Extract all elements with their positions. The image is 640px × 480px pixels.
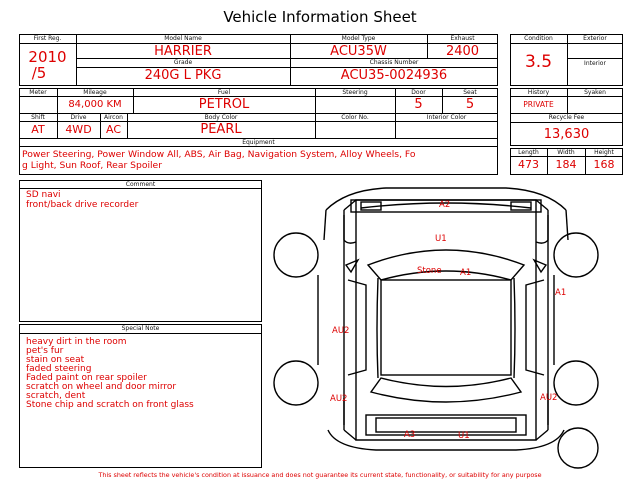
history-value: PRIVATE: [523, 100, 554, 109]
shift-value: AT: [31, 123, 45, 136]
equipment-label: Equipment: [242, 139, 275, 146]
height-value: 168: [593, 158, 615, 171]
meter-label: Meter: [29, 89, 47, 96]
comment-line: SD navi: [26, 190, 61, 200]
special-note-line: faded steering: [26, 364, 92, 374]
recycle-fee-value: 13,630: [543, 127, 590, 142]
model-type: ACU35W: [330, 44, 387, 59]
equipment-line-1: Power Steering, Power Window All, ABS, Air Bag, Navigation System, Alloy Wheels, Fo: [22, 149, 416, 160]
mark-au2-left-mid: AU2: [332, 326, 350, 336]
mark-stone: Stone: [417, 266, 442, 276]
exhaust-label: Exhaust: [450, 35, 475, 42]
seat-label: Seat: [463, 89, 477, 96]
syaken-label: Syaken: [584, 89, 606, 96]
grade-value: 240G L PKG: [144, 68, 222, 83]
mileage-label: Mileage: [83, 89, 107, 96]
model-name: HARRIER: [154, 44, 212, 59]
mark-a3-bottom: A3: [404, 430, 416, 440]
color-no-label: Color No.: [341, 114, 369, 121]
condition-label: Condition: [524, 35, 553, 42]
fuel-value: PETROL: [198, 97, 250, 112]
door-label: Door: [411, 89, 426, 96]
length-value: 473: [518, 158, 539, 171]
car-damage-diagram: [266, 180, 626, 470]
mark-u1-bottom: U1: [458, 431, 470, 441]
seat-value: 5: [465, 97, 475, 112]
mark-a1-right: A1: [555, 288, 567, 298]
special-note-line: scratch, dent: [26, 391, 86, 401]
width-value: 184: [555, 158, 577, 171]
shift-label: Shift: [31, 114, 45, 121]
special-note-label: Special Note: [121, 325, 160, 332]
fuel-label: Fuel: [217, 89, 231, 96]
equipment-line-2: g Light, Sun Roof, Rear Spoiler: [22, 160, 162, 171]
first-reg-label: First Reg.: [33, 35, 62, 42]
length-label: Length: [518, 149, 539, 156]
aircon-value: AC: [105, 123, 121, 136]
footer-disclaimer: This sheet reflects the vehicle's condition at issuance and does not guarantee its current state, functionality, or suitability for any purpose: [98, 471, 542, 479]
model-name-label: Model Name: [164, 35, 202, 42]
special-note-line: scratch on wheel and door mirror: [26, 382, 177, 392]
width-label: Width: [557, 149, 575, 156]
mark-a1-center: A1: [460, 268, 472, 278]
interior-label: Interior: [584, 60, 606, 67]
mark-u1-top: U1: [435, 234, 447, 244]
exhaust-value: 2400: [445, 44, 480, 59]
recycle-fee-label: Recycle Fee: [548, 114, 585, 121]
history-label: History: [527, 89, 550, 96]
mileage-value: 84,000 KM: [68, 99, 122, 110]
special-note-line: Stone chip and scratch on front glass: [26, 400, 194, 410]
exterior-label: Exterior: [583, 35, 607, 42]
interior-color-label: Interior Color: [426, 114, 467, 121]
chassis-number: ACU35-0024936: [340, 68, 448, 83]
first-reg-month: /5: [31, 64, 47, 82]
comment-label: Comment: [125, 181, 156, 188]
model-type-label: Model Type: [341, 35, 376, 42]
page-title: Vehicle Information Sheet: [223, 8, 417, 26]
body-color-label: Body Color: [204, 114, 238, 121]
comment-line: front/back drive recorder: [26, 200, 139, 210]
height-label: Height: [594, 149, 614, 156]
mark-a2-top: A2: [439, 200, 451, 210]
body-color-value: PEARL: [200, 122, 242, 137]
grade-label: Grade: [173, 59, 193, 66]
door-value: 5: [414, 97, 423, 112]
first-reg-year: 2010: [28, 48, 67, 66]
special-note-line: stain on seat: [26, 355, 85, 365]
mark-au2-right-low: AU2: [540, 393, 558, 403]
special-note-line: pet's fur: [26, 346, 64, 356]
aircon-label: Aircon: [104, 114, 123, 121]
drive-label: Drive: [70, 114, 87, 121]
condition-score: 3.5: [524, 52, 553, 72]
chassis-label: Chassis Number: [369, 59, 419, 66]
steering-label: Steering: [342, 89, 368, 96]
special-note-line: heavy dirt in the room: [26, 337, 127, 347]
mark-au2-left-low: AU2: [330, 394, 348, 404]
drive-value: 4WD: [65, 123, 92, 136]
special-note-line: Faded paint on rear spoiler: [26, 373, 147, 383]
